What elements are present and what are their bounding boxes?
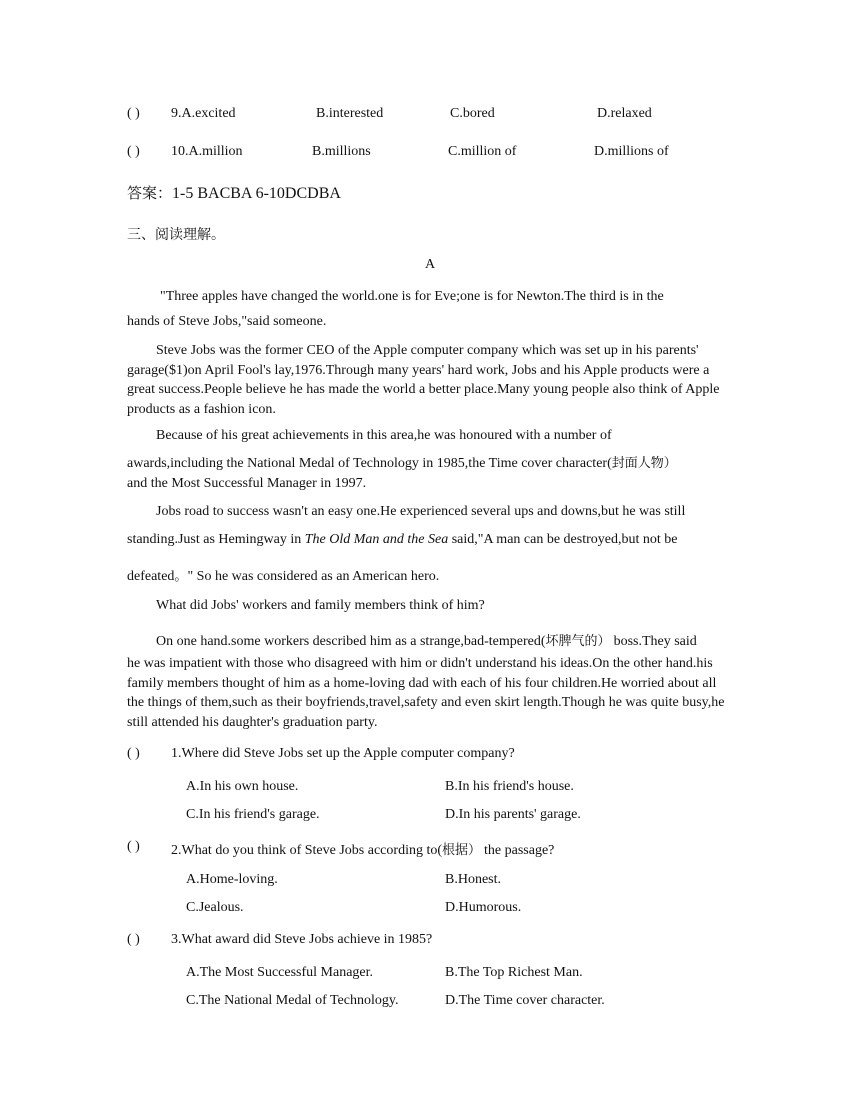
option-a: 9.A.excited [171,106,236,121]
answer-label: 答案： [127,184,173,202]
option-c: C.The National Medal of Technology. [186,993,399,1008]
paragraph-6-text: boss.They said [613,634,697,649]
paragraph-4-text: " So he was considered as an American hero. [187,569,440,584]
paragraph-4-cjk: 。 [174,569,188,584]
paragraph-4-line-3 [127,565,439,585]
answer-blank: ( ) [127,106,140,121]
answer-blank: ( ) [127,746,140,761]
option-a: A.In his own house. [186,779,299,794]
option-a: A.Home-loving. [186,872,278,887]
option-c: C.million of [448,144,517,159]
option-b: B.Honest. [445,872,501,887]
answer-blank: ( ) [127,932,140,947]
answer-text: 1-5 BACBA 6-10DCDBA [172,185,341,202]
book-title: The Old Man and the Sea [304,532,449,547]
option-c: C.bored [450,106,495,121]
paragraph-6-line-1 [156,630,697,650]
answer-key [127,182,341,203]
option-b: B.In his friend's house. [445,779,574,794]
paragraph-5: What did Jobs' workers and family members think of him? [156,598,485,613]
paragraph-6-rest: he was impatient with those who disagreed with him or didn't understand his ideas.On the other hand.his family members thought of him as a home-loving dad with each of his four children.He worried about all the things of them,such as their boyfriends,travel,safety and even skirt length.Though he was quite busy,he still attended his daughter's graduation party. [127,656,725,730]
passage-label: A [425,257,436,272]
option-b: B.millions [312,144,371,159]
option-d: D.relaxed [597,106,652,121]
option-d: D.Humorous. [445,900,522,915]
option-a: A.The Most Successful Manager. [186,965,374,980]
question-stem-text: 2.What do you think of Steve Jobs according to( [171,843,443,858]
option-d: D.The Time cover character. [445,993,605,1008]
question-stem: 3.What award did Steve Jobs achieve in 1985? [171,932,433,947]
paragraph-6-cjk: 坏脾气的） [545,634,611,649]
paragraph-4-line-2 [127,532,677,548]
paragraph-3-line-1: Because of his great achievements in this area,he was honoured with a number of [156,428,612,443]
question-stem [171,839,554,859]
paragraph-3-line-3: and the Most Successful Manager in 1997. [127,476,367,491]
question-stem: 1.Where did Steve Jobs set up the Apple computer company? [171,746,515,761]
option-c: C.In his friend's garage. [186,807,320,822]
paragraph-4-line-1: Jobs road to success wasn't an easy one.He experienced several ups and downs,but he was still [156,504,686,519]
paragraph-3-text: awards,including the National Medal of Technology in 1985,the Time cover character( [127,456,612,471]
paragraph-3-line-2 [127,452,677,472]
paragraph-6-text: On one hand.some workers described him as a strange,bad-tempered( [156,634,546,649]
option-d: D.In his parents' garage. [445,807,581,822]
paragraph-1-line-2: hands of Steve Jobs,"said someone. [127,314,327,329]
answer-blank: ( ) [127,839,140,854]
paragraph-1-line-1: "Three apples have changed the world.one is for Eve;one is for Newton.The third is in the [160,289,664,304]
question-stem-text: the passage? [484,843,555,858]
answer-blank: ( ) [127,144,140,159]
paragraph-4-text: said,"A man can be destroyed,but not be [448,532,678,547]
section-heading: 三、阅读理解。 [127,227,225,243]
question-stem-cjk: 根据） [442,843,482,858]
paragraph-3-cjk: 封面人物） [611,456,677,471]
option-d: D.millions of [594,144,669,159]
option-a: 10.A.million [171,144,243,159]
option-c: C.Jealous. [186,900,244,915]
paragraph-4-text: defeated [127,569,175,584]
paragraph-4-text: standing.Just as Hemingway in [127,532,305,547]
paragraph-2: Steve Jobs was the former CEO of the Apple computer company which was set up in his parents' garage($1)on April Fool's lay,1976.Through many years' hard work, Jobs and his Apple products were a great success.People believe he has made the world a better place.Many young people also think of Apple products as a fashion icon. [127,343,720,417]
option-b: B.The Top Richest Man. [445,965,583,980]
option-b: B.interested [316,106,384,121]
